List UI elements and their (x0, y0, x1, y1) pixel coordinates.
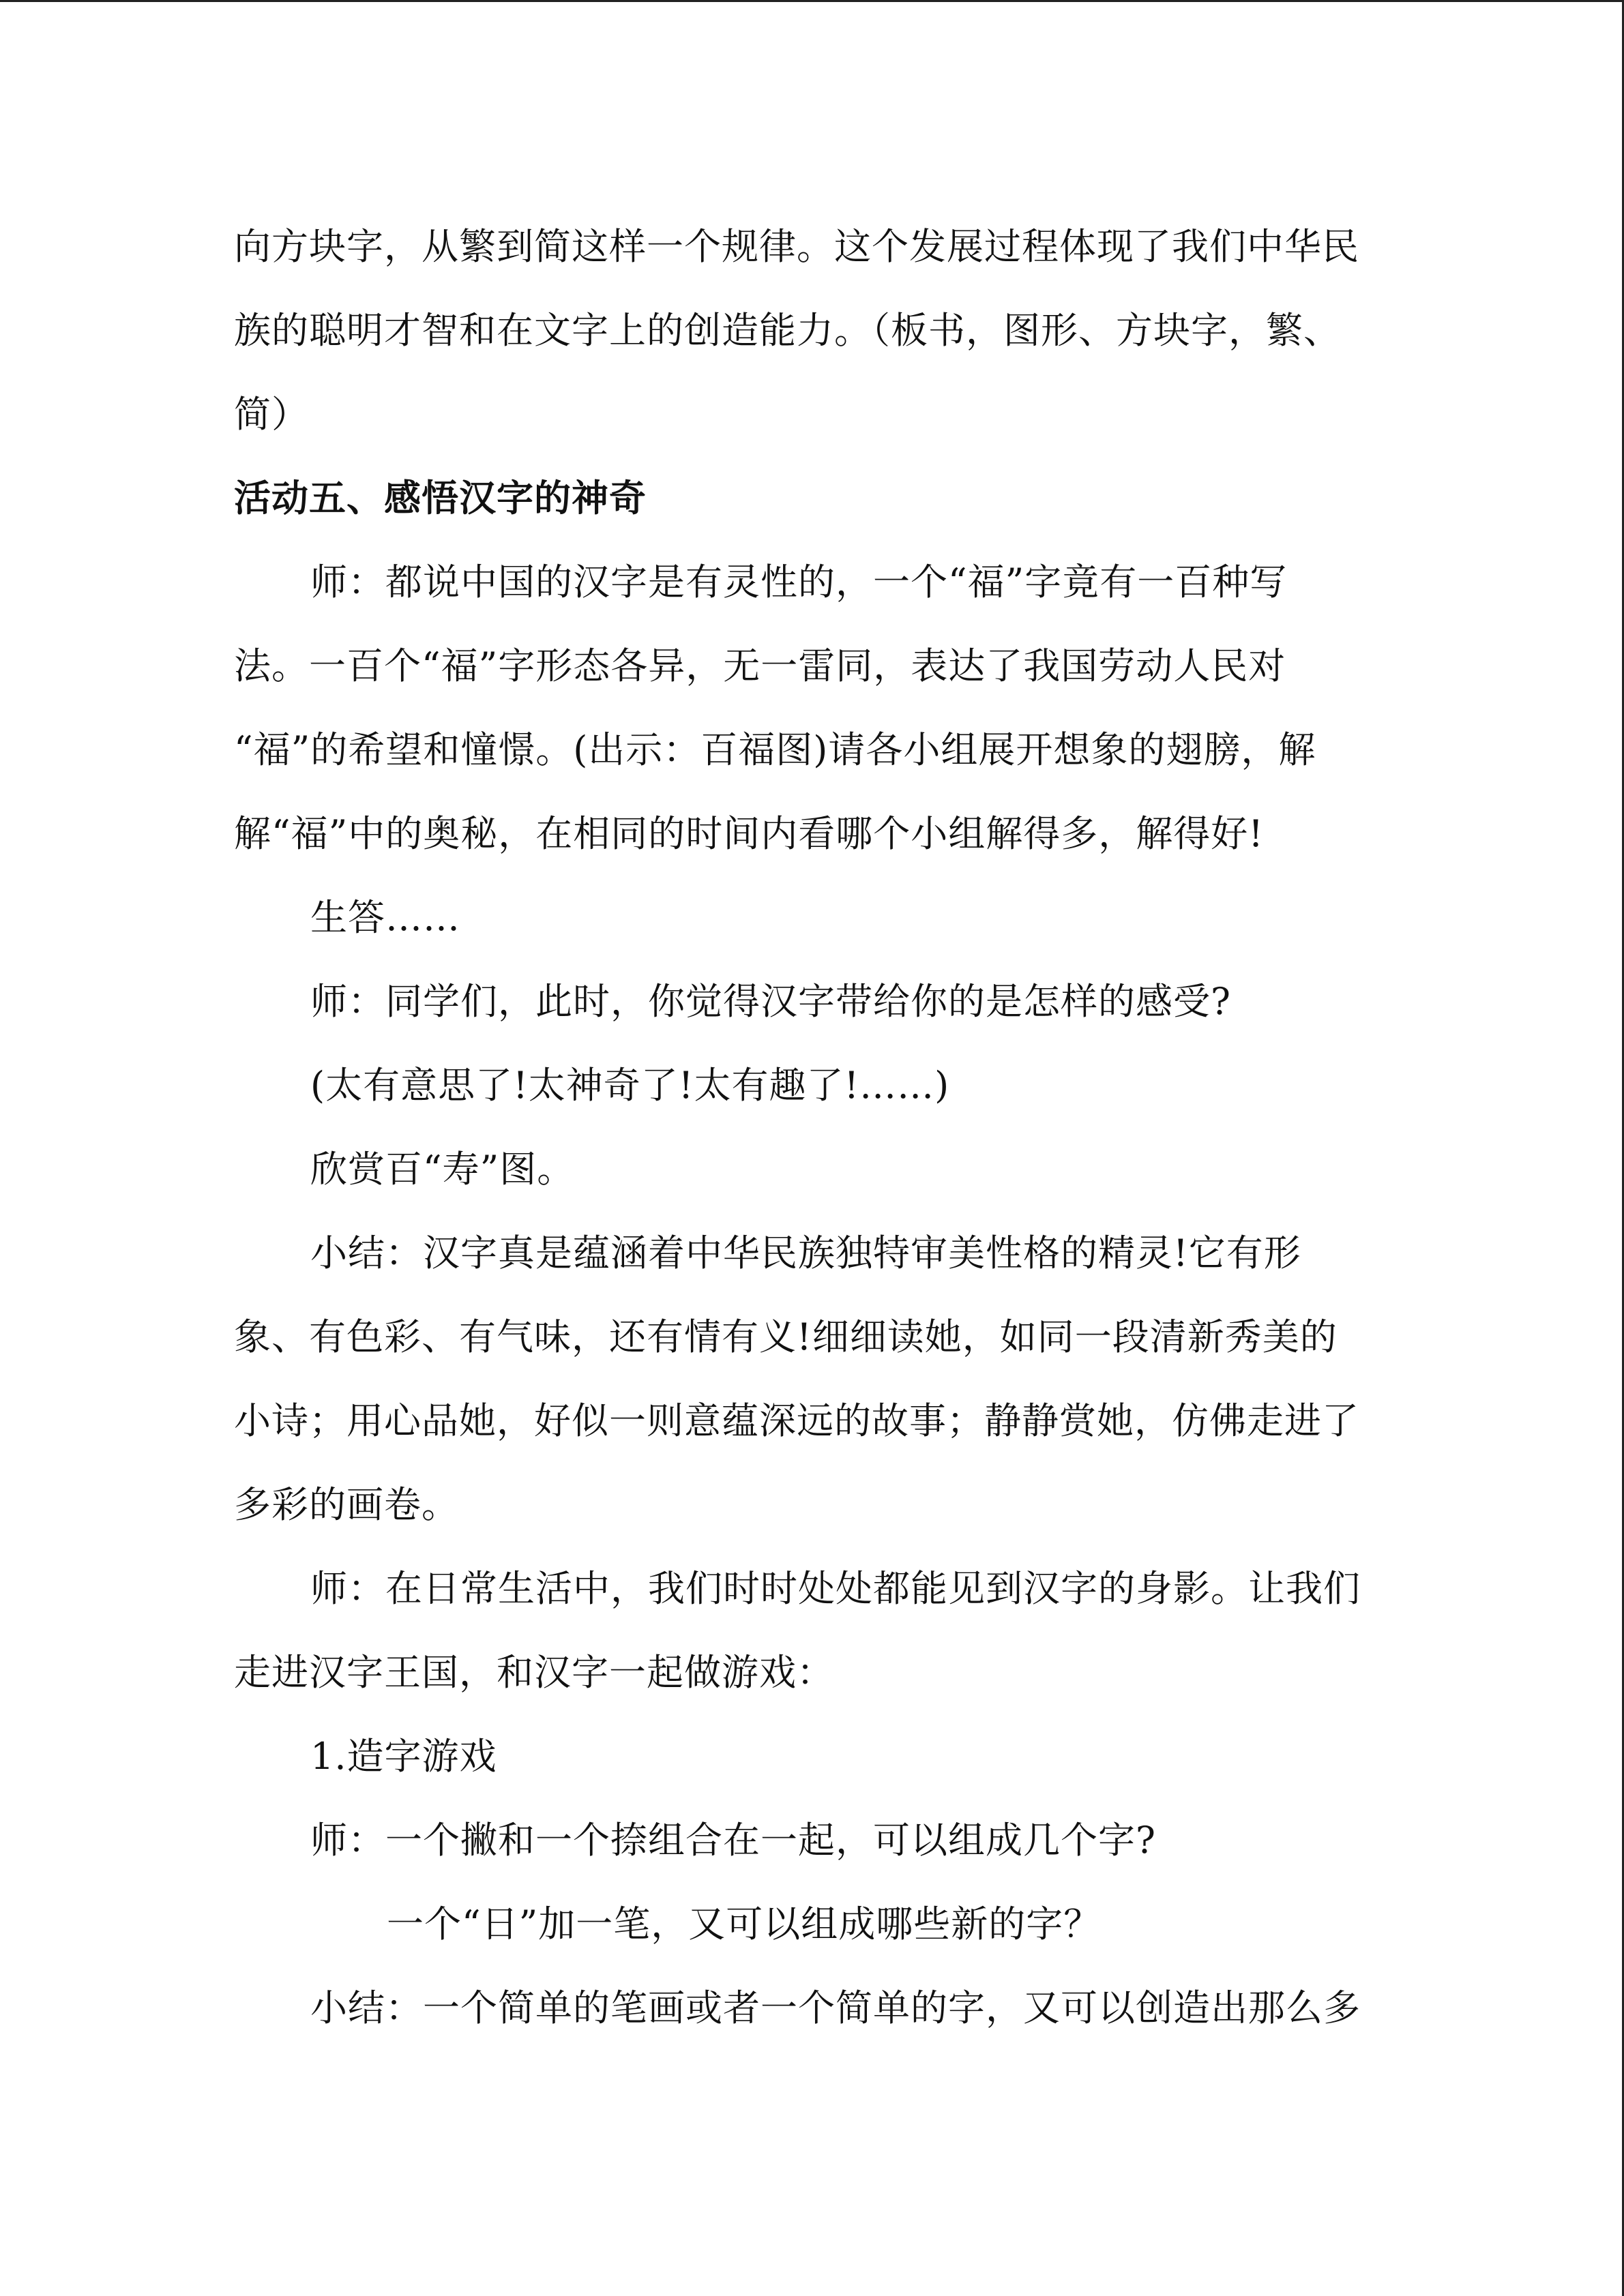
paragraph-line: “福”的希望和憧憬。(出示：百福图)请各小组展开想象的翅膀，解 (234, 728, 1316, 771)
paragraph-line: 简） (234, 393, 309, 436)
paragraph-line: (太有意思了!太神奇了!太有趣了!……) (310, 1064, 950, 1107)
paragraph-line: 师：同学们，此时，你觉得汉字带给你的是怎样的感受? (310, 980, 1231, 1023)
paragraph-line: 法。一百个“福”字形态各异，无一雷同，表达了我国劳动人民对 (234, 644, 1286, 687)
document-body (234, 205, 1380, 2050)
paragraph-line: 小诗；用心品她，好似一则意蕴深远的故事；静静赏她，仿佛走进了 (234, 1399, 1359, 1442)
paragraph-line: 小结：一个简单的笔画或者一个简单的字，又可以创造出那么多 (310, 1986, 1361, 2029)
paragraph-line: 欣赏百“寿”图。 (310, 1148, 575, 1191)
paragraph-line: 师：一个撇和一个捺组合在一起，可以组成几个字? (310, 1819, 1156, 1862)
paragraph-line: 一个“日”加一笔，又可以组成哪些新的字？ (387, 1903, 1102, 1945)
paragraph-line: 生答…… (310, 896, 460, 939)
section-heading: 活动五、感悟汉字的神奇 (234, 476, 647, 520)
paragraph-line: 解“福”中的奥秘，在相同的时间内看哪个小组解得多，解得好! (234, 812, 1264, 855)
paragraph-line: 向方块字，从繁到简这样一个规律。这个发展过程体现了我们中华民 (234, 225, 1359, 268)
paragraph-line: 象、有色彩、有气味，还有情有义!细细读她，如同一段清新秀美的 (234, 1315, 1338, 1358)
paragraph-line: 1.造字游戏 (310, 1735, 497, 1778)
paragraph-line: 师：在日常生活中，我们时时处处都能见到汉字的身影。让我们 (310, 1567, 1361, 1610)
page-top-border (0, 0, 1624, 2)
paragraph-line: 族的聪明才智和在文字上的创造能力。（板书，图形、方块字，繁、 (234, 309, 1341, 352)
paragraph-line: 师：都说中国的汉字是有灵性的，一个“福”字竟有一百种写 (310, 561, 1288, 603)
paragraph-line: 小结：汉字真是蕴涵着中华民族独特审美性格的精灵!它有形 (310, 1232, 1301, 1274)
paragraph-line: 走进汉字王国，和汉字一起做游戏： (234, 1651, 834, 1694)
paragraph-line: 多彩的画卷。 (234, 1483, 459, 1526)
